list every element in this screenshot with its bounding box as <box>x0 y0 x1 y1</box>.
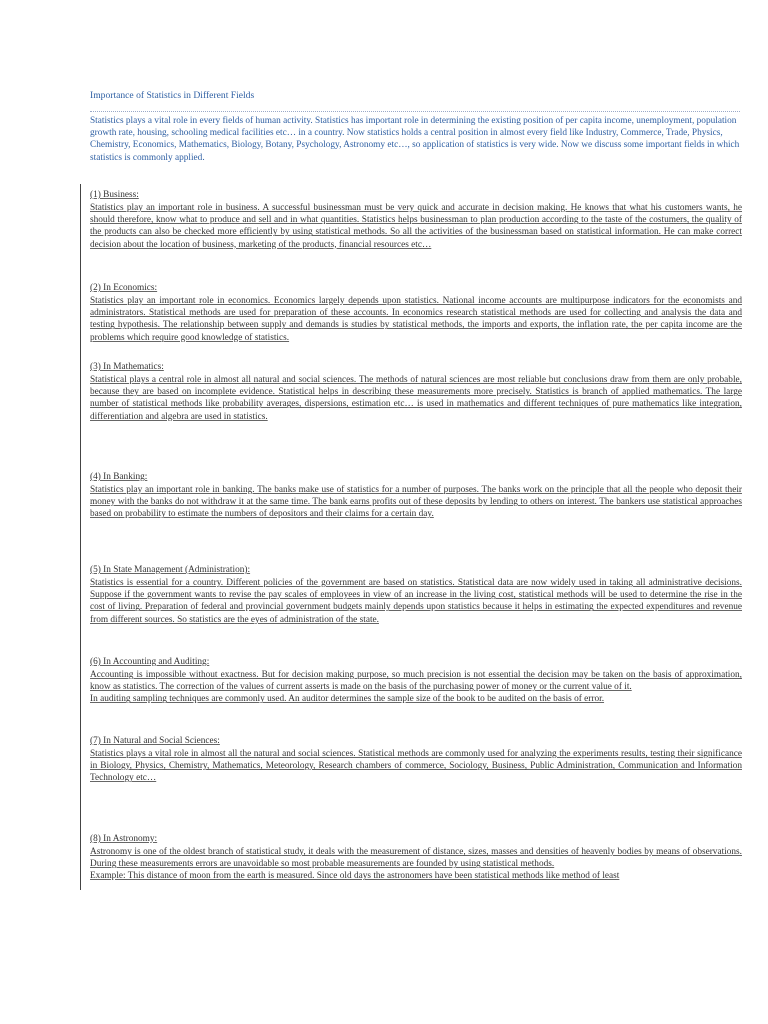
section-paragraph: Statistical plays a central role in almost all natural and social sciences. The methods of natural sciences are most reliable but conclusions draw from them are only probable, because they are based on incomplete evidence. Statistical helps in describing these measurements more precisely. Statistics is branch of applied mathematics. The large number of statistical methods like probability averages, dispersions, estimation etc… is used in mathematics and different techniques of pure mathematics like integration, differentiation and algebra are used in statistics. <box>90 375 742 422</box>
section-heading: (3) In Mathematics: <box>90 362 164 372</box>
section-business <box>90 184 742 251</box>
section-astronomy <box>90 828 742 883</box>
section-heading: (4) In Banking: <box>90 472 148 482</box>
section-body <box>90 202 742 251</box>
section-paragraph: Example: This distance of moon from the earth is measured. Since old days the astronomers have been statistical methods like method of least <box>90 871 620 882</box>
section-body <box>90 846 742 883</box>
document-title: Importance of Statistics in Different Fields <box>90 90 255 101</box>
section-body <box>90 374 742 423</box>
section-heading: (7) In Natural and Social Sciences: <box>90 736 220 746</box>
revision-bar <box>80 184 81 890</box>
section-heading: (8) In Astronomy: <box>90 834 158 844</box>
section-paragraph: Statistics play an important role in business. A successful businessman must be very quick and accurate in decision making. He knows that what his customers wants, he should therefore, know what to produce and sell and in what quantities. Statistics helps businessman to plan production according to the taste of the costumers, the quality of the products can also be checked more efficiently by using statistical methods. So all the activities of the businessman based on statistical information. He can make correct decision about the location of business, marketing of the products, financial resources etc… <box>90 203 742 250</box>
section-body <box>90 748 742 785</box>
section-body <box>90 669 742 706</box>
section-body <box>90 295 742 344</box>
section-paragraph: Statistics is essential for a country. Different policies of the government are based on statistics. Statistical data are now widely used in taking all administrative decisions. Suppose if the government wants to revise the pay scales of employees in view of an increase in the living cost, statistical methods will be used to determine the rise in the cost of living. Preparation of federal and provincial government budgets mainly depends upon statistics because it helps in estimating the expected expenditures and revenue from different sources. So statistics are the eyes of administration of the state. <box>90 578 742 625</box>
title-divider <box>90 111 740 112</box>
section-paragraph: Statistics play an important role in economics. Economics largely depends upon statistics. National income accounts are multipurpose indicators for the economists and administrators. Statistical methods are used for preparation of these accounts. In economics research statistical methods are used for collecting and analysis the data and testing hypothesis. The relationship between supply and demands is studies by statistical methods, the imports and exports, the inflation rate, the per capita income are the problems which require good knowledge of statistics. <box>90 296 742 343</box>
section-paragraph: Statistics plays a vital role in almost all the natural and social sciences. Statistical methods are commonly used for analyzing the experiments results, testing their significance in Biology, Physics, Chemistry, Mathematics, Meteorology, Research chambers of commerce, Sociology, Business, Public Administration, Communication and Information Technology etc… <box>90 749 742 784</box>
section-state-management <box>90 559 742 626</box>
section-natural-social-sciences <box>90 730 742 785</box>
section-heading: (1) Business: <box>90 190 139 200</box>
section-paragraph: Statistics play an important role in banking. The banks make use of statistics for a number of purposes. The banks work on the principle that all the people who deposit their money with the banks do not withdraw it at the same time. The bank earns profits out of these deposits by lending to others on interest. The bankers use statistical approaches based on probability to estimate the numbers of depositors and their claims for a certain day. <box>90 485 742 520</box>
section-paragraph: Accounting is impossible without exactness. But for decision making purpose, so much precision is not essential the decision may be taken on the basis of approximation, know as statistics. The correction of the values of current asserts is made on the basis of the purchasing power of money or the current value of it. <box>90 670 742 693</box>
section-accounting-auditing <box>90 651 742 706</box>
section-paragraph: Astronomy is one of the oldest branch of statistical study, it deals with the measurement of distance, sizes, masses and densities of heavenly bodies by means of observations. During these measurements errors are unavoidable so most probable measurements are founded by using statistical methods. <box>90 847 742 870</box>
section-banking <box>90 466 742 521</box>
section-heading: (5) In State Management (Administration): <box>90 565 251 575</box>
section-heading: (6) In Accounting and Auditing: <box>90 657 210 667</box>
section-economics <box>90 277 742 344</box>
section-body <box>90 577 742 626</box>
section-paragraph: In auditing sampling techniques are commonly used. An auditor determines the sample size of the book to be audited on the basis of error. <box>90 694 605 705</box>
section-mathematics <box>90 356 742 423</box>
intro-paragraph: Statistics plays a vital role in every fields of human activity. Statistics has important role in determining the existing position of per capita income, unemployment, population growth rate, housing, schooling medical facilities etc… in a country. Now statistics holds a central position in almost every field like Industry, Commerce, Trade, Physics, Chemistry, Economics, Mathematics, Biology, Botany, Psychology, Astronomy etc…, so application of statistics is very wide. Now we discuss some important fields in which statistics is commonly applied. <box>90 116 740 163</box>
section-heading: (2) In Economics: <box>90 283 158 293</box>
section-body <box>90 484 742 521</box>
